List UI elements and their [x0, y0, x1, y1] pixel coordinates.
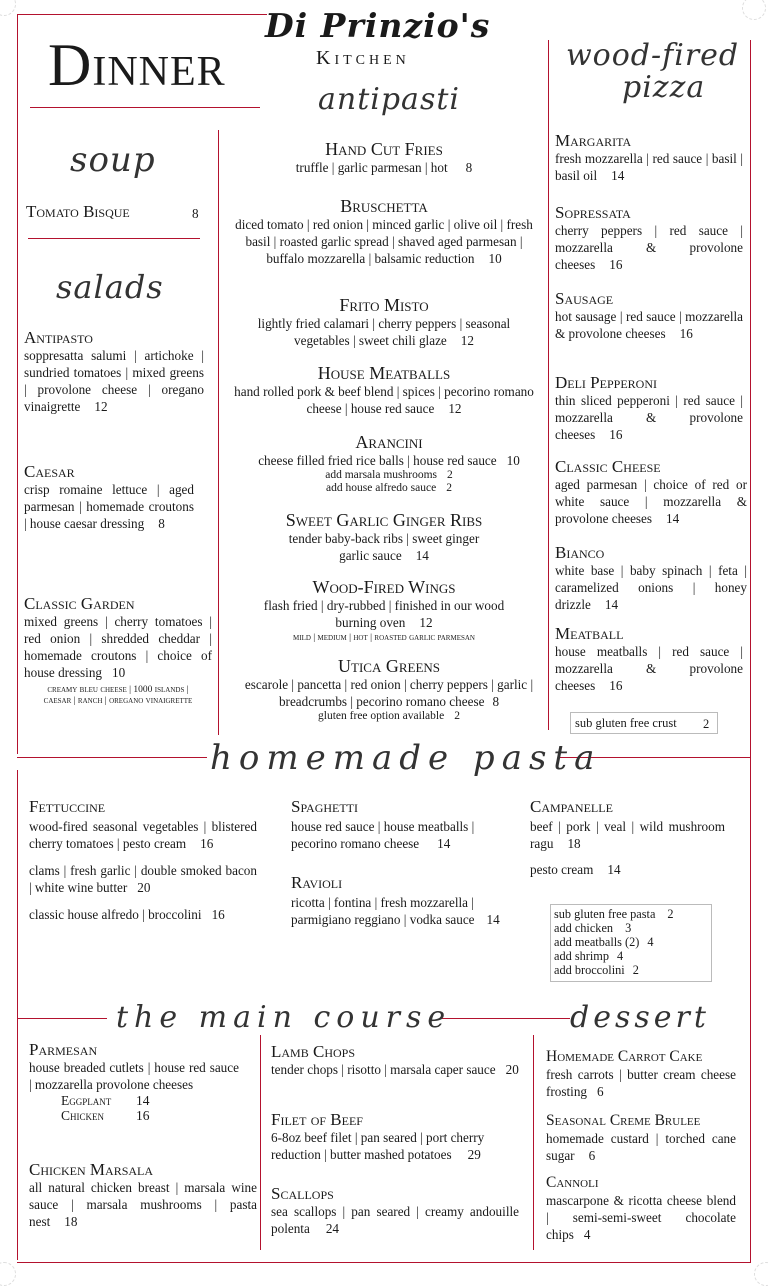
parmesan-variant: Eggplant 14	[61, 1093, 150, 1108]
item-name: Meatball	[555, 624, 624, 643]
antipasti-heading: antipasti	[318, 82, 460, 117]
gluten-free-crust-box: sub gluten free crust 2	[570, 712, 718, 734]
pizza-heading-line2: pizza	[622, 70, 706, 105]
dessert-heading: dessert	[570, 1000, 710, 1035]
salads-heading: salads	[56, 268, 164, 306]
corner-ornament-tr	[742, 0, 766, 20]
antipasti-fries	[234, 140, 534, 176]
item-desc: hand rolled pork & beef blend | spices | pecorino romano cheese | house red sauce 12	[234, 384, 534, 416]
main-scallops	[271, 1184, 519, 1237]
pasta-campanelle	[530, 797, 725, 878]
item-desc: lightly fried calamari | cherry peppers | seasonal vegetables | sweet chili glaze 12	[257, 316, 511, 348]
item-desc: thin sliced pepperoni | red sauce | mozzarella & provolone cheeses 16	[555, 393, 743, 442]
item-desc: 6-8oz beef filet | pan seared | port cherry reduction | butter mashed potatoes 29	[271, 1130, 485, 1162]
antipasti-bruschetta	[234, 197, 534, 267]
item-desc: beef | pork | veal | wild mushroom ragu 18	[530, 819, 725, 851]
item-desc: cherry peppers | red sauce | mozzarella & provolone cheeses 16	[555, 223, 743, 272]
item-desc: sea scallops | pan seared | creamy andouille polenta 24	[271, 1204, 519, 1236]
dressing-list: creamy bleu cheese | 1000 islands | caesar | ranch | oregano vinaigrette	[43, 685, 193, 706]
item-desc: flash fried | dry-rubbed | finished in our wood burning oven 12	[263, 598, 505, 630]
col-divider-2	[548, 40, 549, 730]
item-name: Spaghetti	[291, 797, 359, 816]
item-name: Arancini	[355, 432, 423, 452]
item-name: Cannoli	[546, 1174, 599, 1191]
item-name: Frito Misto	[339, 295, 429, 315]
item-desc: diced tomato | red onion | minced garlic | olive oil | fresh basil | roasted garlic spread | shaved aged parmesan | buffalo mozzarella | balsamic reduction 10	[235, 217, 533, 266]
item-name: Wood-Fired Wings	[312, 577, 456, 597]
main-lamb-chops	[271, 1042, 519, 1078]
pizza-bianco	[555, 543, 747, 613]
item-name: Sausage	[555, 289, 614, 308]
item-name: Deli Pepperoni	[555, 373, 657, 392]
pasta-top-line-left	[17, 757, 207, 758]
dessert-cannoli	[546, 1173, 736, 1243]
antipasti-wings	[234, 578, 534, 644]
parmesan-variant: Chicken 16	[61, 1108, 150, 1123]
item-desc: tender chops | risotto | marsala caper sauce 20	[271, 1062, 519, 1077]
main-top-line-left	[17, 1018, 107, 1019]
main-parmesan	[29, 1040, 239, 1123]
pizza-sopressata	[555, 203, 743, 273]
pasta-addon: add shrimp 4	[554, 949, 624, 963]
frame-right-line	[750, 40, 751, 1262]
pizza-classic-cheese	[555, 457, 747, 527]
corner-ornament-bl	[0, 1262, 16, 1286]
col-divider-1	[218, 130, 219, 735]
pasta-ravioli	[291, 873, 531, 928]
item-name: Ravioli	[291, 873, 343, 892]
restaurant-name: Di Prinzio's	[265, 6, 491, 45]
arancini-addon: add house alfredo sauce 2	[326, 482, 452, 494]
item-desc: fresh mozzarella | red sauce | basil | basil oil 14	[555, 151, 743, 183]
item-name: Homemade Carrot Cake	[546, 1048, 703, 1065]
antipasti-frito-misto	[234, 296, 534, 349]
item-name: Bianco	[555, 543, 605, 562]
pasta-addon: sub gluten free pasta 2	[554, 907, 674, 921]
item-name: Sopressata	[555, 203, 631, 222]
soup-item	[26, 202, 206, 222]
item-name: Caesar	[24, 462, 75, 481]
soup-heading: soup	[70, 140, 156, 180]
pasta-addons-box	[550, 904, 712, 982]
item-desc: soppresatta salumi | artichoke | sundried tomatoes | mixed greens | provolone cheese | oregano vinaigrette 12	[24, 348, 204, 414]
item-name: Bruschetta	[340, 196, 428, 216]
frame-top-line	[17, 14, 267, 15]
pasta-spaghetti	[291, 797, 516, 852]
item-desc: homemade custard | torched cane sugar 6	[546, 1131, 736, 1163]
main-chicken-marsala	[29, 1160, 257, 1230]
item-desc: hot sausage | red sauce | mozzarella & provolone cheeses 16	[555, 309, 743, 341]
pasta-addon: add broccolini 2	[554, 963, 639, 977]
item-price: 8	[192, 206, 199, 221]
item-desc: mixed greens | cherry tomatoes | red onion | shredded cheddar | homemade croutons | choice of house dressing 10	[24, 614, 212, 680]
item-name: Utica Greens	[338, 656, 440, 676]
main-divider-2	[533, 1035, 534, 1250]
dessert-carrot-cake	[546, 1047, 736, 1100]
item-desc: house breaded cutlets | house red sauce | mozzarella provolone cheeses	[29, 1060, 239, 1092]
item-desc: fresh carrots | butter cream cheese frosting 6	[546, 1067, 736, 1099]
corner-ornament-tl	[0, 0, 16, 16]
item-desc: house meatballs | red sauce | mozzarella & provolone cheeses 16	[555, 644, 743, 693]
item-desc: crisp romaine lettuce | aged parmesan | homemade croutons | house caesar dressing 8	[24, 482, 194, 531]
item-name: Classic Cheese	[555, 457, 661, 476]
antipasti-ribs	[234, 511, 534, 564]
kitchen-subtitle: Kitchen	[316, 47, 410, 69]
main-divider-1	[260, 1035, 261, 1250]
salad-classic-garden	[24, 594, 212, 707]
item-desc: aged parmesan | choice of red or white sauce | mozzarella & provolone cheeses 14	[555, 477, 747, 526]
item-desc: house red sauce | house meatballs | pecorino romano cheese 14	[291, 819, 475, 851]
item-name: Seasonal Creme Brulee	[546, 1112, 701, 1129]
item-name: Scallops	[271, 1184, 334, 1203]
wing-styles: mild | medium | hot | roasted garlic parmesan	[293, 633, 475, 643]
item-desc: ricotta | fontina | fresh mozzarella | parmigiano reggiano | vodka sauce 14	[291, 895, 500, 927]
item-name: Campanelle	[530, 797, 613, 816]
item-name: House Meatballs	[317, 363, 451, 383]
pizza-deli-pepperoni	[555, 373, 743, 443]
frame-left-line	[17, 14, 18, 754]
item-desc: tender baby-back ribs | sweet ginger garlic sauce 14	[288, 531, 480, 563]
soup-underline	[28, 238, 200, 239]
item-name: Margarita	[555, 131, 632, 150]
frame-left-line-lower	[17, 770, 18, 1260]
item-desc: white base | baby spinach | feta | caramelized onions | honey drizzle 14	[555, 563, 747, 612]
antipasti-utica-greens	[234, 657, 544, 723]
pasta-addon: add meatballs (2) 4	[554, 935, 654, 949]
frame-bottom-line	[17, 1262, 751, 1263]
item-desc: all natural chicken breast | marsala wine sauce | marsala mushrooms | pasta nest 18	[29, 1180, 257, 1229]
salad-caesar	[24, 462, 194, 532]
dessert-creme-brulee	[546, 1111, 736, 1164]
pizza-meatball	[555, 624, 743, 694]
item-name: Antipasto	[24, 328, 93, 347]
antipasti-arancini	[234, 433, 544, 495]
arancini-addon: add marsala mushrooms 2	[325, 469, 453, 481]
item-name: Parmesan	[29, 1040, 98, 1059]
pasta-fettuccine	[29, 797, 257, 923]
campanelle-alt: pesto cream 14	[530, 862, 621, 877]
item-name: Hand Cut Fries	[325, 139, 443, 159]
item-desc: escarole | pancetta | red onion | cherry peppers | garlic | breadcrumbs | pecorino romano cheese 8	[244, 677, 534, 709]
item-name: Classic Garden	[24, 594, 135, 613]
pizza-margarita	[555, 131, 743, 184]
item-desc: cheese filled fried rice balls | house red sauce 10	[258, 453, 520, 468]
salad-antipasto	[24, 328, 204, 415]
pasta-addon: add chicken 3	[554, 921, 632, 935]
item-name: Lamb Chops	[271, 1042, 355, 1061]
pasta-heading: homemade pasta	[210, 738, 602, 778]
antipasti-meatballs	[234, 364, 534, 417]
pizza-sausage	[555, 289, 743, 342]
header-underline	[30, 107, 260, 108]
fettuccine-option: clams | fresh garlic | double smoked bacon | white wine butter 20	[29, 863, 257, 895]
main-filet-of-beef	[271, 1110, 531, 1163]
item-name: Tomato Bisque	[26, 202, 130, 221]
item-desc: truffle | garlic parmesan | hot 8	[295, 160, 473, 175]
item-name: Filet of Beef	[271, 1110, 363, 1129]
dinner-title: Dinner	[48, 32, 226, 98]
main-course-heading: the main course	[116, 1000, 452, 1035]
corner-ornament-br	[754, 1262, 768, 1286]
item-name: Fettuccine	[29, 797, 106, 816]
item-desc: mascarpone & ricotta cheese blend | semi-semi-sweet chocolate chips 4	[546, 1193, 736, 1242]
fettuccine-option: classic house alfredo | broccolini 16	[29, 907, 225, 922]
fettuccine-option: wood-fired seasonal vegetables | blistered cherry tomatoes | pesto cream 16	[29, 819, 257, 851]
item-name: Chicken Marsala	[29, 1160, 154, 1179]
gluten-free-note: gluten free option available 2	[318, 710, 460, 722]
main-top-line-right	[440, 1018, 570, 1019]
pizza-heading-line1: wood-fired	[566, 38, 740, 73]
item-name: Sweet Garlic Ginger Ribs	[285, 510, 483, 530]
